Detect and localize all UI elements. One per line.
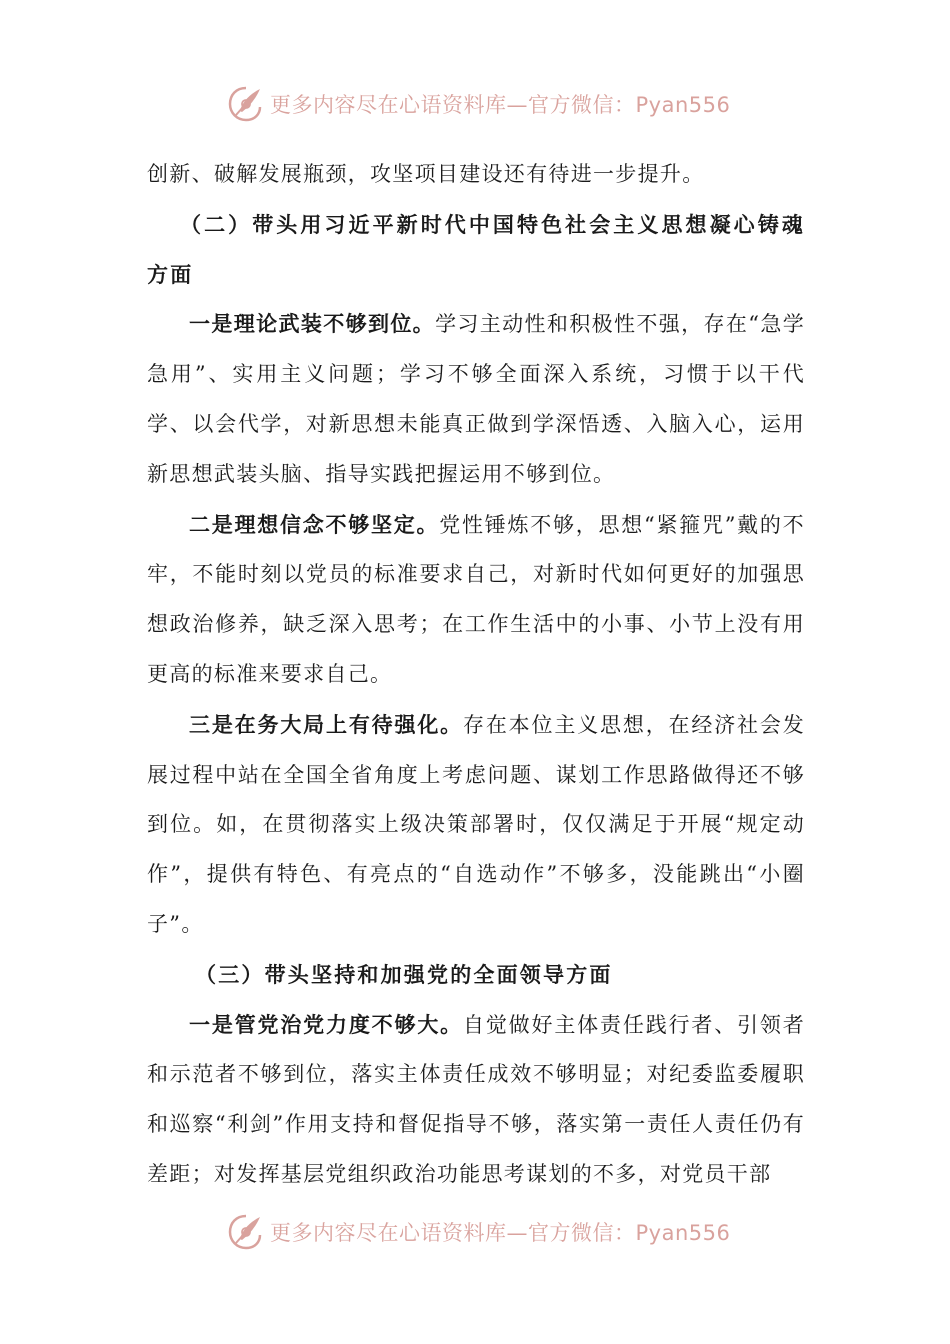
paragraph-2-lead: 二是理想信念不够坚定。 [189,511,440,537]
paragraph-2-body: 党性锤炼不够，思想“紧箍咒”戴的不牢，不能时刻以党员的标准要求自己，对新时代如何更好的加强思想政治修养，缺乏深入思考；在工作生活中的小事、小节上没有用更高的标准来要求自己。 [147,512,805,686]
watermark-header [226,84,730,124]
document-body [147,150,805,1200]
paragraph-1 [147,299,805,499]
section-heading-3: （三）带头坚持和加强党的全面领导方面 [195,961,613,987]
quill-logo-icon [226,84,266,124]
paragraph-1-body: 学习主动性和积极性不强，存在“急学急用”、实用主义问题；学习不够全面深入系统，习惯于以干代学、以会代学，对新思想未能真正做到学深悟透、入脑入心，运用新思想武装头脑、指导实践把握运用不够到位。 [147,312,805,486]
paragraph-1-lead: 一是理论武装不够到位。 [189,311,436,337]
paragraph-4-lead: 一是管党治党力度不够大。 [189,1011,464,1037]
paragraph-3-lead: 三是在务大局上有待强化。 [189,711,464,737]
watermark-footer [226,1212,730,1252]
watermark-text: 更多内容尽在心语资料库—官方微信：Pyan556 [270,93,731,117]
section-heading-2: （二）带头用习近平新时代中国特色社会主义思想凝心铸魂方面 [147,211,805,287]
watermark-text: 更多内容尽在心语资料库—官方微信：Pyan556 [270,1221,731,1245]
paragraph-2 [147,500,805,700]
paragraph-4-body: 自觉做好主体责任践行者、引领者和示范者不够到位，落实主体责任成效不够明显；对纪委监委履职和巡察“利剑”作用支持和督促指导不够，落实第一责任人责任仍有差距；对发挥基层党组织政治功能思考谋划的不多，对党员干部 [147,1012,805,1186]
paragraph-3 [147,700,805,950]
quill-logo-icon [226,1212,266,1252]
paragraph-3-body: 存在本位主义思想，在经济社会发展过程中站在全国全省角度上考虑问题、谋划工作思路做得还不够到位。如，在贯彻落实上级决策部署时，仅仅满足于开展“规定动作”，提供有特色、有亮点的“自选动作”不够多，没能跳出“小圈子”。 [147,712,805,936]
paragraph-continuation: 创新、破解发展瓶颈，攻坚项目建设还有待进一步提升。 [147,162,705,186]
paragraph-4 [147,1000,805,1200]
